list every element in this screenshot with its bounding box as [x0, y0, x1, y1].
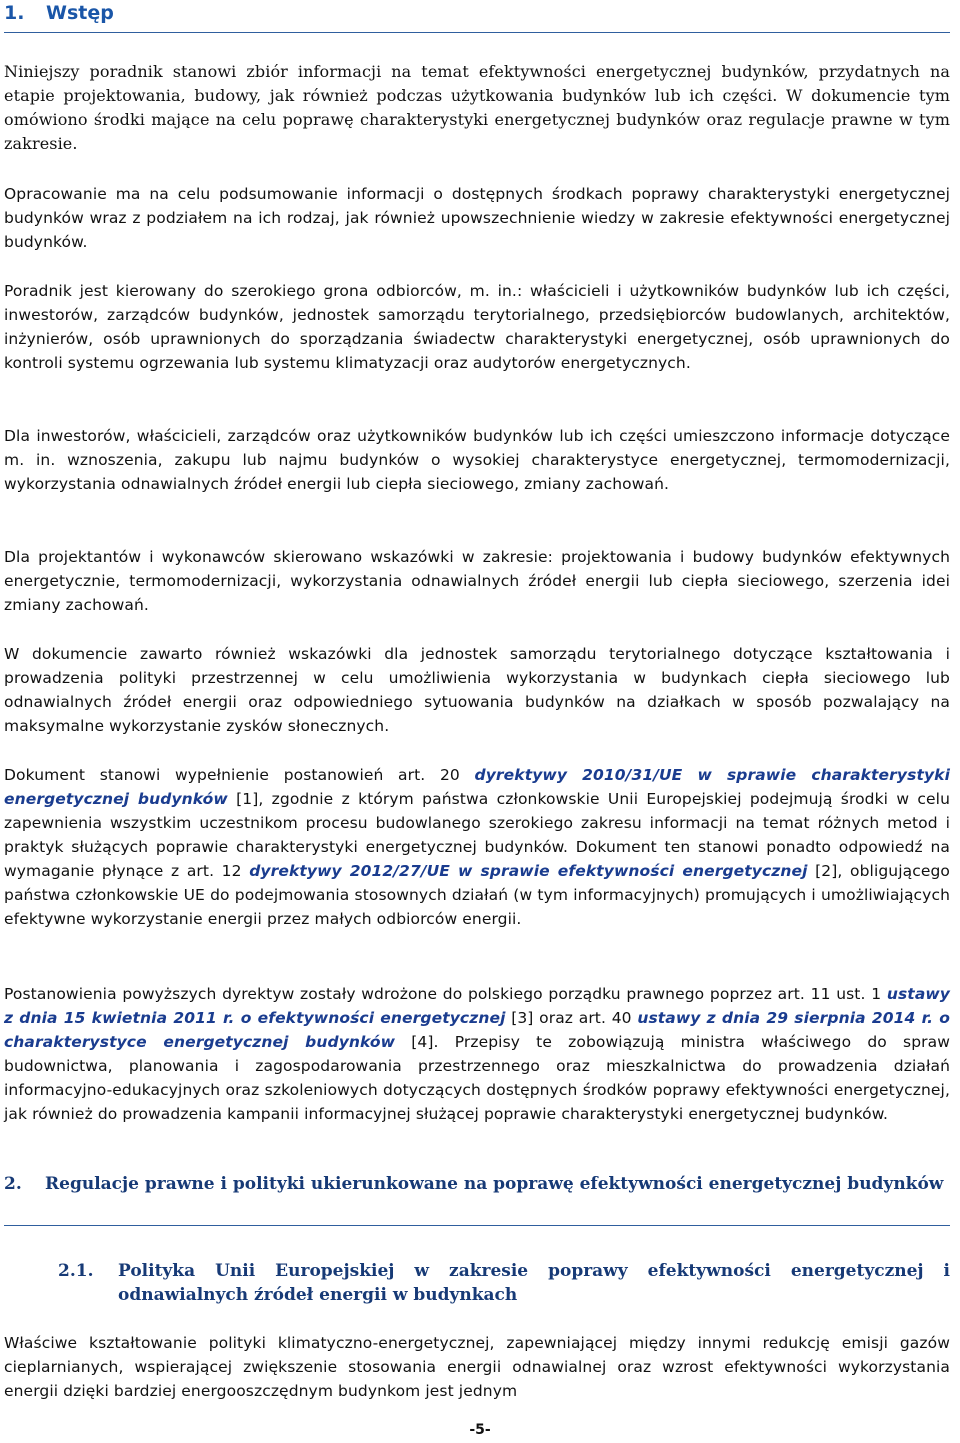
section-2-1-title: Polityka Unii Europejskiej w zakresie poprawy efektywności energetycznej i odnawialnych źródeł energii w budynkach — [118, 1261, 950, 1305]
section-1-number: 1. — [4, 2, 25, 24]
section-2-heading — [4, 1172, 950, 1196]
section-2-title: Regulacje prawne i polityki ukierunkowane na poprawę efektywności energetycznej budynków — [45, 1174, 944, 1194]
page-number: -5- — [469, 1422, 491, 1438]
section-2-number: 2. — [4, 1174, 22, 1194]
section-2-1-number: 2.1. — [58, 1261, 94, 1281]
act-2014-link[interactable]: ustawy z dnia 29 sierpnia 2014 r. o charakterystyce energetycznej budynków — [4, 1009, 951, 1051]
text-run: Dokument stanowi wypełnienie postanowień art. 20 — [4, 766, 475, 784]
text-run: Postanowienia powyższych dyrektyw zostały wdrożone do polskiego porządku prawnego poprzez art. 11 ust. 1 — [4, 985, 887, 1003]
paragraph-designers: Dla projektantów i wykonawców skierowano wskazówki w zakresie: projektowania i budowy budynków efektywnych energetycznie, termomodernizacji, wykorzystania odnawialnych źródeł energii lub ciepła sieciowego, szerzenia idei zmiany zachowań. — [4, 548, 950, 614]
paragraph-summary: Opracowanie ma na celu podsumowanie informacji o dostępnych środkach poprawy charakterystyki energetycznej budynków wraz z podziałem na ich rodzaj, jak również upowszechnienie wiedzy w zakresie efektywności energetycznej budynków. — [4, 185, 950, 251]
text-run: [2], obligującego państwa członkowskie UE do podejmowania stosownych działań (w tym informacyjnych) promujących i umożliwiających efektywne wykorzystanie energii przez małych odbiorców energii. — [4, 862, 951, 928]
text-run: [1], zgodnie z którym państwa członkowskie Unii Europejskiej podejmują środki w celu zapewnienia wszystkim uczestnikom procesu budowlanego szerokiego zakresu informacji na temat różnych metod i praktyk służących poprawie charakterystyki energetycznej budynków. Dokument ten stanowi ponadto odpowiedź na wymaganie płynące z art. 12 — [4, 790, 950, 880]
text-run: [3] oraz art. 40 — [505, 1009, 638, 1027]
paragraph-eu-policy: Właściwe kształtowanie polityki klimatyczno-energetycznej, zapewniającej między innymi redukcję emisji gazów cieplarnianych, wspierającej zwiększenie stosowania energii odnawialnej oraz wzrost efektywności wykorzystania energii dzięki bardziej energooszczędnym budynkom jest jednym — [4, 1334, 950, 1400]
directive-2012-27-link[interactable]: dyrektywy 2012/27/UE w sprawie efektywności energetycznej — [249, 862, 808, 880]
section-2-1-heading — [58, 1259, 950, 1307]
paragraph-implementation — [4, 982, 950, 1126]
directive-2010-31-link[interactable]: dyrektywy 2010/31/UE w sprawie charakterystyki energetycznej budynków — [4, 766, 950, 808]
text-run: [4]. Przepisy te zobowiązują ministra właściwego do spraw budownictwa, planowania i zagospodarowania przestrzennego oraz mieszkalnictwa do prowadzenia działań informacyjno-edukacyjnych oraz szkoleniowych dotyczących dostępnych środków poprawy efektywności energetycznej, jak również do prowadzenia kampanii informacyjnej służącej poprawie charakterystyki energetycznej budynków. — [4, 1033, 951, 1123]
paragraph-directives — [4, 763, 950, 931]
section-1-title: Wstęp — [46, 2, 114, 24]
paragraph-local-government: W dokumencie zawarto również wskazówki dla jednostek samorządu terytorialnego dotyczące kształtowania i prowadzenia polityki przestrzennej w celu umożliwienia wykorzystania w budynkach ciepła sieciowego lub odnawialnych źródeł energii oraz odpowiedniego sytuowania budynków na działkach w sposób pozwalający na maksymalne wykorzystanie zysków słonecznych. — [4, 645, 950, 735]
section-1-heading — [4, 0, 950, 26]
section-1-rule — [4, 32, 950, 33]
paragraph-audience: Poradnik jest kierowany do szerokiego grona odbiorców, m. in.: właścicieli i użytkowników budynków lub ich części, inwestorów, zarządców budynków, jednostek samorządu terytorialnego, przedsiębiorców budowlanych, architektów, inżynierów, osób uprawnionych do sporządzania świadectw charakterystyki energetycznej, osób uprawnionych do kontroli systemu ogrzewania lub systemu klimatyzacji oraz audytorów energetycznych. — [4, 282, 950, 372]
paragraph-intro: Niniejszy poradnik stanowi zbiór informacji na temat efektywności energetycznej budynków, przydatnych na etapie projektowania, budowy, jak również podczas użytkowania budynków lub ich części. W dokumencie tym omówiono środki mające na celu poprawę charakterystyki energetycznej budynków oraz regulacje prawne w tym zakresie. — [4, 62, 950, 153]
paragraph-investors: Dla inwestorów, właścicieli, zarządców oraz użytkowników budynków lub ich części umieszczono informacje dotyczące m. in. wznoszenia, zakupu lub najmu budynków o wysokiej charakterystyce energetycznej, termomodernizacji, wykorzystania odnawialnych źródeł energii lub ciepła sieciowego, zmiany zachowań. — [4, 427, 950, 493]
section-2-rule — [4, 1225, 950, 1226]
act-2011-link[interactable]: ustawy z dnia 15 kwietnia 2011 r. o efektywności energetycznej — [4, 985, 950, 1027]
